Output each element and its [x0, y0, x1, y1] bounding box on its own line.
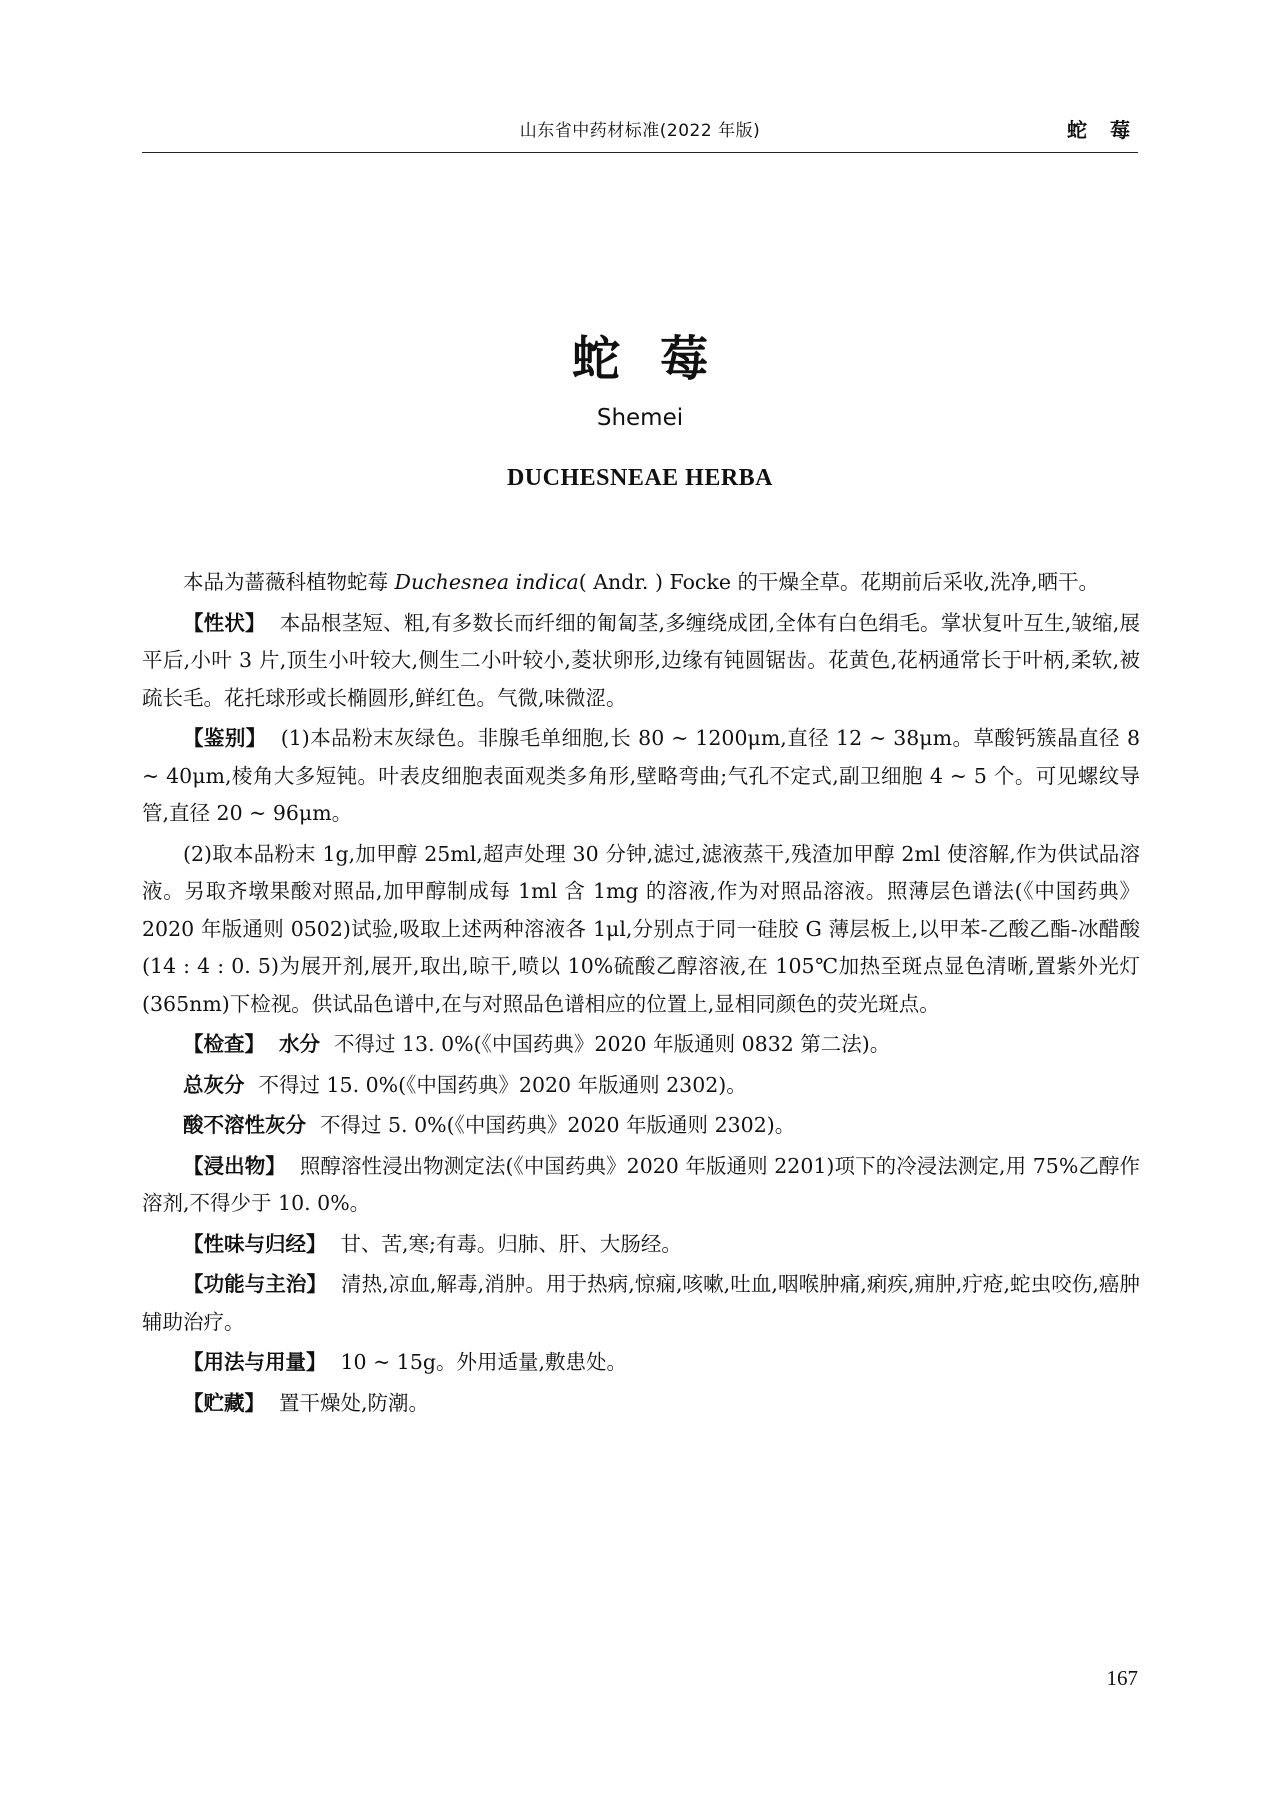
storage-label: 【贮藏】 — [183, 1390, 265, 1415]
usage-dosage-text: 10 ~ 15g。外用适量,敷患处。 — [340, 1350, 628, 1374]
water-text: 不得过 13. 0%(《中国药典》2020 年版通则 0832 第二法)。 — [334, 1032, 891, 1056]
property-meridian-label: 【性味与归经】 — [183, 1231, 327, 1256]
intro-text-post: ( Andr. ) Focke 的干燥全草。花期前后采收,洗净,晒干。 — [578, 570, 1100, 594]
function-indication-section — [142, 1266, 1140, 1341]
species-latin-name: Duchesnea indica — [394, 570, 579, 594]
total-ash-text: 不得过 15. 0%(《中国药典》2020 年版通则 2302)。 — [258, 1072, 747, 1097]
identification-text-2: (2)取本品粉末 1g,加甲醇 25ml,超声处理 30 分钟,滤过,滤液蒸干,残渣加甲醇 2ml 使溶解,作为供试品溶液。另取齐墩果酸对照品,加甲醇制成每 1ml 含 1mg 的溶液,作为对照品溶液。照薄层色谱法(《中国药典》2020 年版通则 0502)试验,吸取上述两种溶液各 1μl,分别点于同一硅胶 G 薄层板上,以甲苯-乙酸乙酯-冰醋酸(14 : 4 : 0. 5)为展开剂,展开,取出,晾干,喷以 10%硫酸乙醇溶液,在 105℃加热至斑点显色清晰,置紫外光灯(365nm)下检视。供试品色谱中,在与对照品色谱相应的位置上,显相同颜色的荧光斑点。 — [142, 841, 1140, 1016]
running-header-section: 蛇 莓 — [1067, 118, 1138, 142]
function-indication-text: 清热,凉血,解毒,消肿。用于热病,惊痫,咳嗽,吐血,咽喉肿痛,痢疾,痈肿,疔疮,蛇虫咬伤,癌肿辅助治疗。 — [142, 1272, 1141, 1334]
acid-insoluble-ash-label: 酸不溶性灰分 — [183, 1113, 306, 1137]
water-label: 水分 — [279, 1032, 320, 1056]
property-meridian-text: 甘、苦,寒;有毒。归肺、肝、大肠经。 — [340, 1231, 682, 1256]
extractives-label: 【浸出物】 — [183, 1153, 286, 1178]
intro-paragraph — [142, 564, 1140, 602]
monograph-title-chinese: 蛇莓 — [571, 331, 748, 387]
intro-text-pre: 本品为蔷薇科植物蛇莓 — [183, 570, 395, 594]
identification-section-2 — [142, 836, 1140, 1024]
property-meridian-section — [142, 1226, 1140, 1264]
usage-dosage-section — [142, 1344, 1140, 1382]
page-number: 167 — [1106, 1666, 1138, 1690]
acid-insoluble-ash-item — [142, 1107, 1140, 1145]
monograph-body — [142, 564, 1140, 1425]
monograph-title-latin: DUCHESNEAE HERBA — [506, 465, 774, 491]
description-section — [142, 605, 1140, 718]
inspection-section — [142, 1026, 1140, 1064]
extractives-text: 照醇溶性浸出物测定法(《中国药典》2020 年版通则 2201)项下的冷浸法测定,用 75%乙醇作溶剂,不得少于 10. 0%。 — [142, 1153, 1141, 1215]
total-ash-item — [142, 1067, 1140, 1105]
identification-text-1: (1)本品粉末灰绿色。非腺毛单细胞,长 80 ~ 1200μm,直径 12 ~ 38μm。草酸钙簇晶直径 8 ~ 40μm,棱角大多短钝。叶表皮细胞表面观类多角形,壁略弯曲;气孔不定式,副卫细胞 4 ~ 5 个。可见螺纹导管,直径 20 ~ 96μm。 — [142, 726, 1140, 825]
description-text: 本品根茎短、粗,有多数长而纤细的匍匐茎,多缠绕成团,全体有白色绢毛。掌状复叶互生,皱缩,展平后,小叶 3 片,顶生小叶较大,侧生二小叶较小,菱状卵形,边缘有钝圆锯齿。花黄色,花柄通常长于叶柄,柔软,被疏长毛。花托球形或长椭圆形,鲜红色。气微,味微涩。 — [142, 610, 1140, 710]
total-ash-label: 总灰分 — [183, 1072, 245, 1097]
running-header — [142, 112, 1138, 153]
running-header-title: 山东省中药材标准(2022 年版) — [519, 121, 761, 141]
monograph-title-pinyin: Shemei — [596, 405, 684, 431]
extractives-section — [142, 1148, 1140, 1223]
storage-section — [142, 1385, 1140, 1423]
function-indication-label: 【功能与主治】 — [183, 1272, 328, 1296]
identification-section-1 — [142, 720, 1140, 833]
inspection-label: 【检查】 — [183, 1032, 265, 1056]
identification-label: 【鉴别】 — [183, 726, 267, 750]
description-label: 【性状】 — [183, 610, 266, 635]
acid-insoluble-ash-text: 不得过 5. 0%(《中国药典》2020 年版通则 2302)。 — [320, 1113, 796, 1137]
usage-dosage-label: 【用法与用量】 — [183, 1350, 327, 1374]
storage-text: 置干燥处,防潮。 — [279, 1390, 430, 1415]
